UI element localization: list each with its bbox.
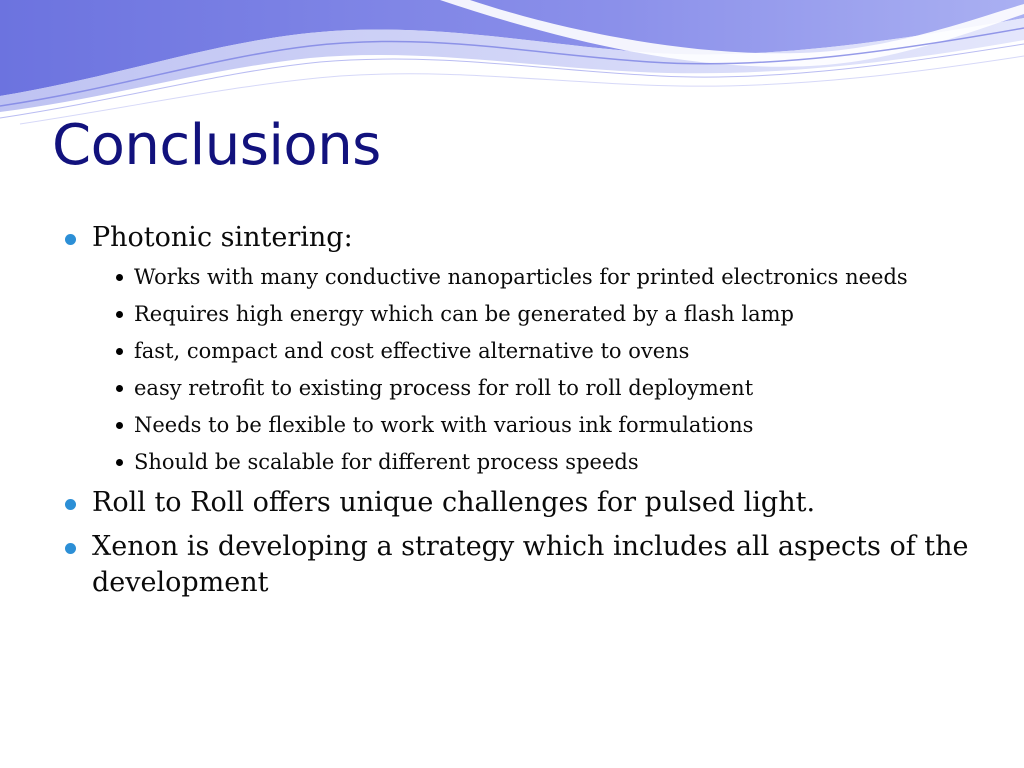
sub-bullet-list [92,262,990,477]
bullet-icon [65,499,76,510]
content-area [60,220,990,609]
bullet-text: Photonic sintering: [92,222,353,253]
sub-bullet-icon [116,348,123,355]
sub-bullet-item [92,299,990,329]
bullet-item-xenon-strategy [60,529,990,601]
bullet-list [60,220,990,601]
sub-bullet-text: Works with many conductive nanoparticles for printed electronics needs [134,265,908,289]
sub-bullet-icon [116,422,123,429]
bullet-text: Xenon is developing a strategy which includes all aspects of the development [92,531,969,598]
sub-bullet-item [92,447,990,477]
slide-title: Conclusions [52,113,381,178]
sub-bullet-icon [116,459,123,466]
sub-bullet-item [92,262,990,292]
sub-bullet-text: Requires high energy which can be generated by a flash lamp [134,302,794,326]
bullet-text: Roll to Roll offers unique challenges for pulsed light. [92,487,816,518]
sub-bullet-text: Needs to be flexible to work with various ink formulations [134,413,754,437]
sub-bullet-icon [116,311,123,318]
sub-bullet-icon [116,385,123,392]
bullet-icon [65,543,76,554]
sub-bullet-text: easy retrofit to existing process for roll to roll deployment [134,376,754,400]
bullet-icon [65,234,76,245]
sub-bullet-item [92,410,990,440]
sub-bullet-text: Should be scalable for different process speeds [134,450,639,474]
sub-bullet-text: fast, compact and cost effective alternative to ovens [134,339,690,363]
bullet-item-roll-to-roll [60,485,990,521]
bullet-item-photonic-sintering [60,220,990,477]
sub-bullet-icon [116,274,123,281]
sub-bullet-item [92,373,990,403]
sub-bullet-item [92,336,990,366]
